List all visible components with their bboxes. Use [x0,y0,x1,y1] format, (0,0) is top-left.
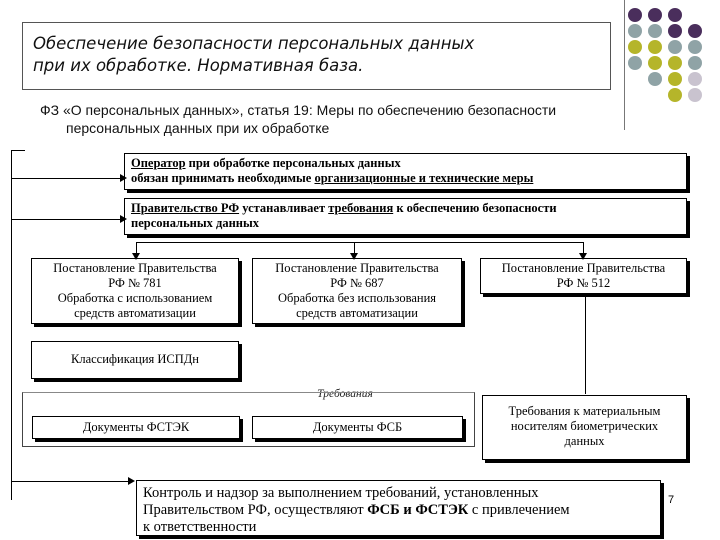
decorative-dot [688,72,702,86]
decorative-dot [688,88,702,102]
connector-512-to-bio [585,294,586,394]
decree-781-line3: Обработка с использованием [57,291,213,305]
control-line2-post: с привлечением [468,502,570,518]
government-box [124,198,687,235]
operator-box [124,153,687,190]
decree-781-box [31,258,239,324]
biometric-line3: данных [564,434,605,448]
decorative-dot [668,24,682,38]
government-requirements-link: требования [328,201,394,215]
government-word: Правительство РФ [131,201,240,215]
decorative-dot [668,88,682,102]
decorative-dot [668,40,682,54]
control-line2-pre: Правительством РФ, осуществляют [143,502,368,518]
decree-687-line1: Постановление Правительства [275,261,439,275]
left-trunk-line [11,150,12,500]
slide-title-line1: Обеспечение безопасности персональных данных [33,34,475,53]
decorative-dot [668,56,682,70]
decorative-dot [688,56,702,70]
decorative-dot [648,24,662,38]
control-line3: к ответственности [143,519,257,535]
decree-512-line2: РФ № 512 [556,276,611,290]
control-line1: Контроль и надзор за выполнением требований, установленных [143,485,539,501]
decree-687-line4: средств автоматизации [296,306,418,320]
slide-subtitle [40,101,680,137]
decree-687-line3: Обработка без использования [277,291,437,305]
decree-781-line1: Постановление Правительства [53,261,217,275]
subtitle-line2: персональных данных при их обработке [66,120,330,136]
decree-bus-line [136,242,583,243]
docs-fsb-label: Документы ФСБ [312,420,403,434]
decorative-dot [688,40,702,54]
biometric-line1: Требования к материальным [508,404,661,418]
connector-control [11,481,132,482]
government-mid: устанавливает [239,201,329,215]
classification-label: Классификация ИСПДн [71,352,199,366]
operator-word: Оператор [131,156,186,170]
requirements-label: Требования [317,388,373,400]
decree-687-box [252,258,462,324]
decree-512-box [480,258,687,294]
control-and: и [399,502,416,518]
classification-box [31,341,239,379]
docs-fsb-box [252,416,463,439]
docs-fstek-box [32,416,240,439]
control-fstek: ФСТЭК [415,502,469,518]
operator-measures-link: организационные и технические меры [314,171,534,185]
operator-pre2: обязан принимать необходимые [131,171,315,185]
connector-government [11,219,121,220]
docs-fstek-label: Документы ФСТЭК [82,420,190,434]
decorative-dot [648,8,662,22]
slide-title-box [22,22,611,90]
decree-512-line1: Постановление Правительства [501,261,666,275]
page-number: 7 [668,494,675,506]
control-fsb: ФСБ [367,502,400,518]
connector-top [11,150,25,151]
decorative-dot [628,56,642,70]
decorative-dot [688,24,702,38]
government-rest1: к обеспечению безопасности [393,201,557,215]
decree-687-line2: РФ № 687 [330,276,384,290]
biometric-line2: носителям биометрических [510,419,659,433]
decorative-dot-grid [628,8,720,106]
control-box [136,480,661,536]
decorative-dot [628,40,642,54]
decorative-dot [668,8,682,22]
slide-title-line2: при их обработке. Нормативная база. [33,56,364,75]
decorative-dot [648,56,662,70]
decorative-dot [628,8,642,22]
decorative-dot [628,24,642,38]
connector-operator [11,178,121,179]
decorative-dot [668,72,682,86]
arrow-to-control [128,477,135,485]
biometric-requirements-box [482,395,687,460]
government-line2: персональных данных [131,216,260,230]
subtitle-line1: ФЗ «О персональных данных», статья 19: Меры по обеспечению безопасности [40,102,557,118]
decree-781-line4: средств автоматизации [74,306,196,320]
decorative-dot [648,72,662,86]
decorative-dot [648,40,662,54]
operator-rest1: при обработке персональных данных [185,156,401,170]
decree-781-line2: РФ № 781 [108,276,162,290]
